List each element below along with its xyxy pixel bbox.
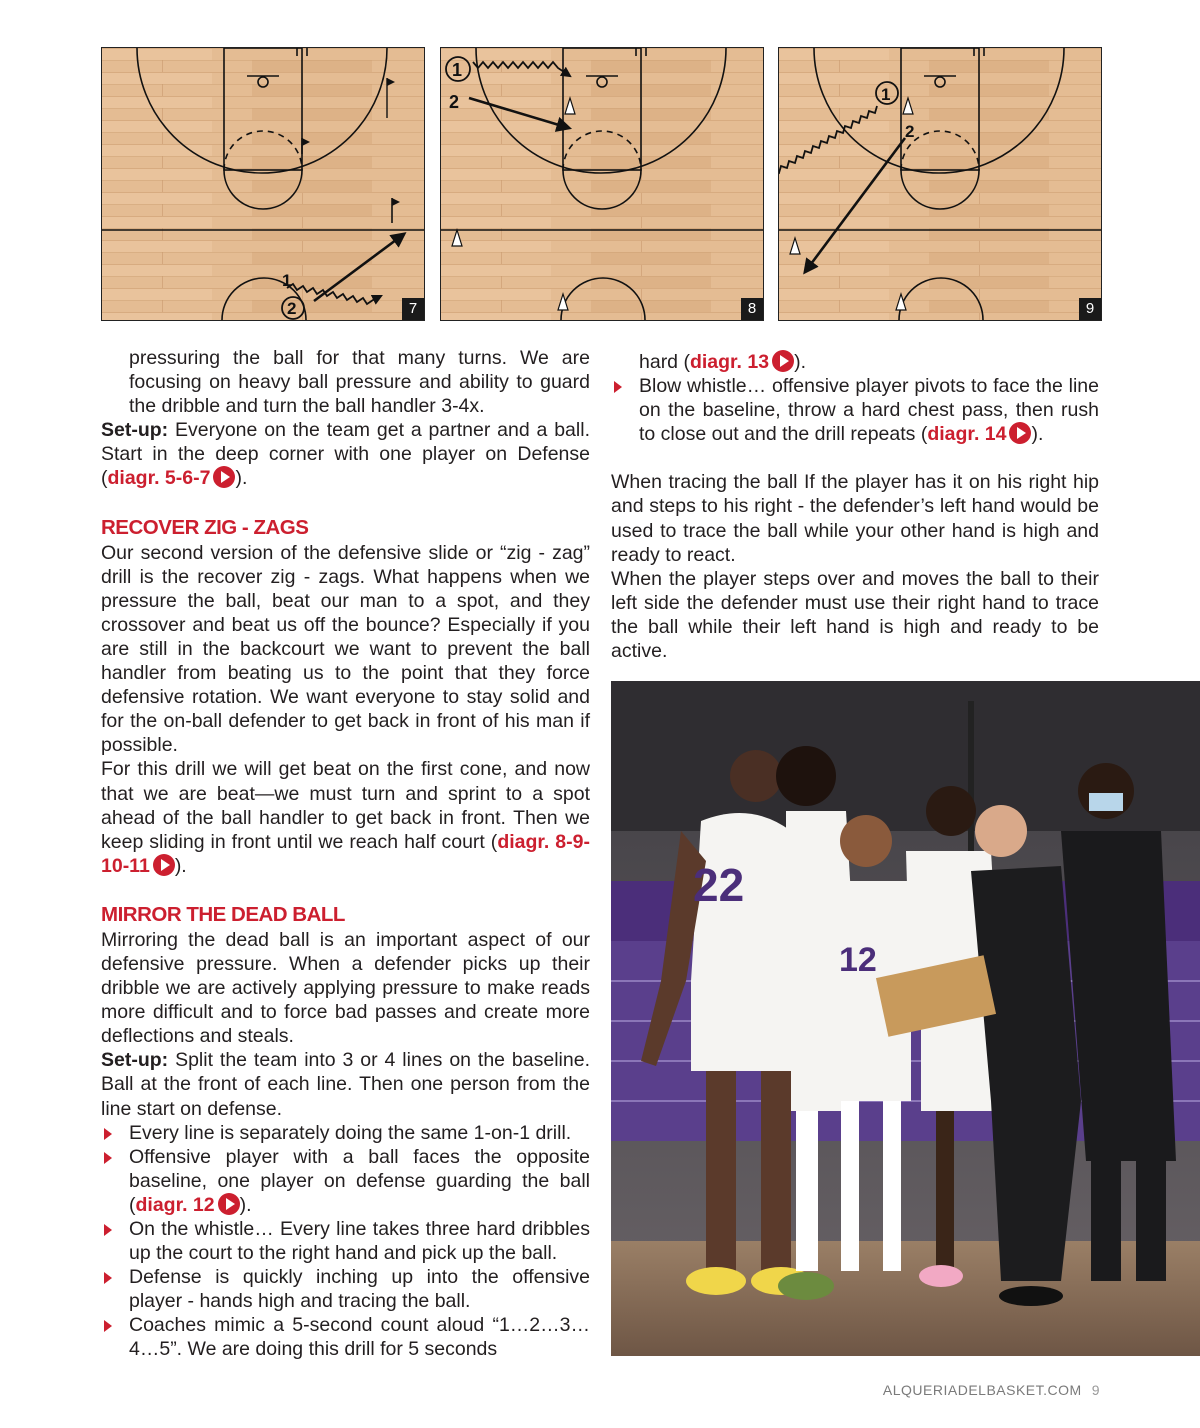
play-icon[interactable] — [213, 466, 235, 488]
diagram-ref-12[interactable]: diagr. 12 — [135, 1193, 215, 1216]
list-item — [101, 1145, 590, 1217]
continued-text — [611, 350, 1099, 374]
diagram-number: 9 — [1079, 298, 1101, 320]
diagram-ref-13[interactable]: diagr. 13 — [689, 351, 770, 373]
page-number: 9 — [1091, 1382, 1100, 1398]
list-item: Every line is separately doing the same 1-on-1 drill. — [101, 1121, 590, 1145]
photo-illustration — [611, 681, 1200, 1356]
setup-paragraph-2 — [101, 1048, 590, 1120]
jersey-number-12: 12 — [839, 941, 877, 979]
tracing-paragraph-1: When tracing the ball If the player has it on his right hip and steps to his right - the defender’s left hand would be used to trace the ball while your other hand is high and ready to react. — [611, 471, 1099, 566]
setup-text: Everyone on the team get a partner and a ball. Start in the deep corner with one player on Defense ( — [101, 419, 590, 490]
ref-close: ). — [239, 1193, 252, 1216]
recover-paragraph-1: Our second version of the defensive slide or “zig - zag” drill is the recover zig - zags. What happens when we pressure the ball, beat our man to a spot, and they crossover and beat us off the bounce? Especially if you are still in the backcourt we want to prevent the ball handler from beating us to the point that they force defensive rotation. We want everyone to stay solid and for the on-ball defender to get back in front of his man if possible. — [101, 541, 590, 757]
diagram-9 — [778, 47, 1102, 321]
site-name[interactable]: ALQUERIADELBASKET.COM — [882, 1382, 1082, 1398]
drill-steps-list-cont — [611, 374, 1099, 446]
setup-paragraph-1 — [101, 418, 590, 490]
diagram-7 — [101, 47, 425, 321]
recover-text: For this drill we will get beat on the first cone, and now that we are beat—we must turn and sprint to a spot ahead of the ball handler to get back in front. Then we keep sliding in front until we reach half court ( — [101, 758, 590, 853]
list-item — [611, 374, 1099, 446]
cont-text: hard ( — [639, 351, 690, 373]
setup-label: Set-up: — [101, 1049, 169, 1072]
diagram-ref-5-6-7[interactable]: diagr. 5-6-7 — [107, 467, 211, 490]
player-1-label: 1 — [881, 85, 891, 104]
setup-text: Split the team into 3 or 4 lines on the baseline. Ball at the front of each line. Then one person from the line start on defense. — [101, 1049, 590, 1120]
diagram-8 — [440, 47, 764, 321]
ref-close: ). — [1031, 423, 1044, 446]
court-diagram-7 — [102, 48, 424, 320]
drill-steps-list — [101, 1121, 590, 1362]
court-diagram-8 — [441, 48, 763, 320]
mirror-paragraph-1: Mirroring the dead ball is an important aspect of our defensive pressure. When a defender picks up their dribble we are actively applying pressure to make reads more difficult and to force bad passes and create more deflections and steals. — [101, 928, 590, 1048]
list-item: On the whistle… Every line takes three hard dribbles up the court to the right hand and pick up the ball. — [101, 1217, 590, 1265]
play-icon[interactable] — [1009, 422, 1031, 444]
diagram-ref-14[interactable]: diagr. 14 — [927, 423, 1007, 446]
diagram-ref-8-11[interactable]: diagr. 8-9-10-11 — [101, 830, 590, 877]
footer — [883, 1382, 1100, 1398]
team-huddle-photo — [611, 681, 1200, 1356]
play-icon[interactable] — [153, 854, 175, 876]
diagram-number: 7 — [402, 298, 424, 320]
ref-close: ). — [174, 854, 187, 877]
bullet-text: Blow whistle… offensive player pivots to face the line on the baseline, throw a hard chest pass, then rush to close out and the drill repeats ( — [639, 375, 1099, 446]
intro-paragraph: pressuring the ball for that many turns. We are focusing on heavy ball pressure and ability to guard the dribble and turn the ball handler 3-4x. — [129, 347, 590, 418]
tracing-paragraph-2: When the player steps over and moves the ball to their left side the defender must use their right hand to trace the ball while their left hand is high and ready to be active. — [611, 567, 1099, 663]
player-2-label: 2 — [905, 122, 915, 141]
court-diagram-9 — [779, 48, 1101, 320]
list-item: Defense is quickly inching up into the offensive player - hands high and tracing the ball. — [101, 1265, 590, 1313]
player-1-label: 1 — [282, 271, 292, 290]
heading-mirror-dead-ball: MIRROR THE DEAD BALL — [101, 902, 345, 926]
ref-close: ). — [235, 467, 248, 490]
ref-close: ). — [794, 351, 806, 373]
player-2-label: 2 — [449, 92, 460, 112]
left-column — [101, 346, 590, 1362]
play-icon[interactable] — [772, 350, 794, 372]
play-icon[interactable] — [218, 1193, 240, 1215]
setup-label: Set-up: — [101, 419, 169, 442]
bullet-text: Offensive player with a ball faces the opposite baseline, one player on defense guarding the ball ( — [129, 1145, 590, 1216]
list-item: Coaches mimic a 5-second count aloud “1…2…3…4…5”. We are doing this drill for 5 seconds — [101, 1313, 590, 1361]
player-2-label: 2 — [287, 299, 297, 318]
jersey-number-22: 22 — [693, 859, 745, 911]
diagram-number: 8 — [741, 298, 763, 320]
right-column — [611, 350, 1099, 663]
heading-recover-zig-zags: RECOVER ZIG - ZAGS — [101, 515, 309, 539]
player-1-label: 1 — [452, 60, 463, 80]
recover-paragraph-2 — [101, 757, 590, 877]
